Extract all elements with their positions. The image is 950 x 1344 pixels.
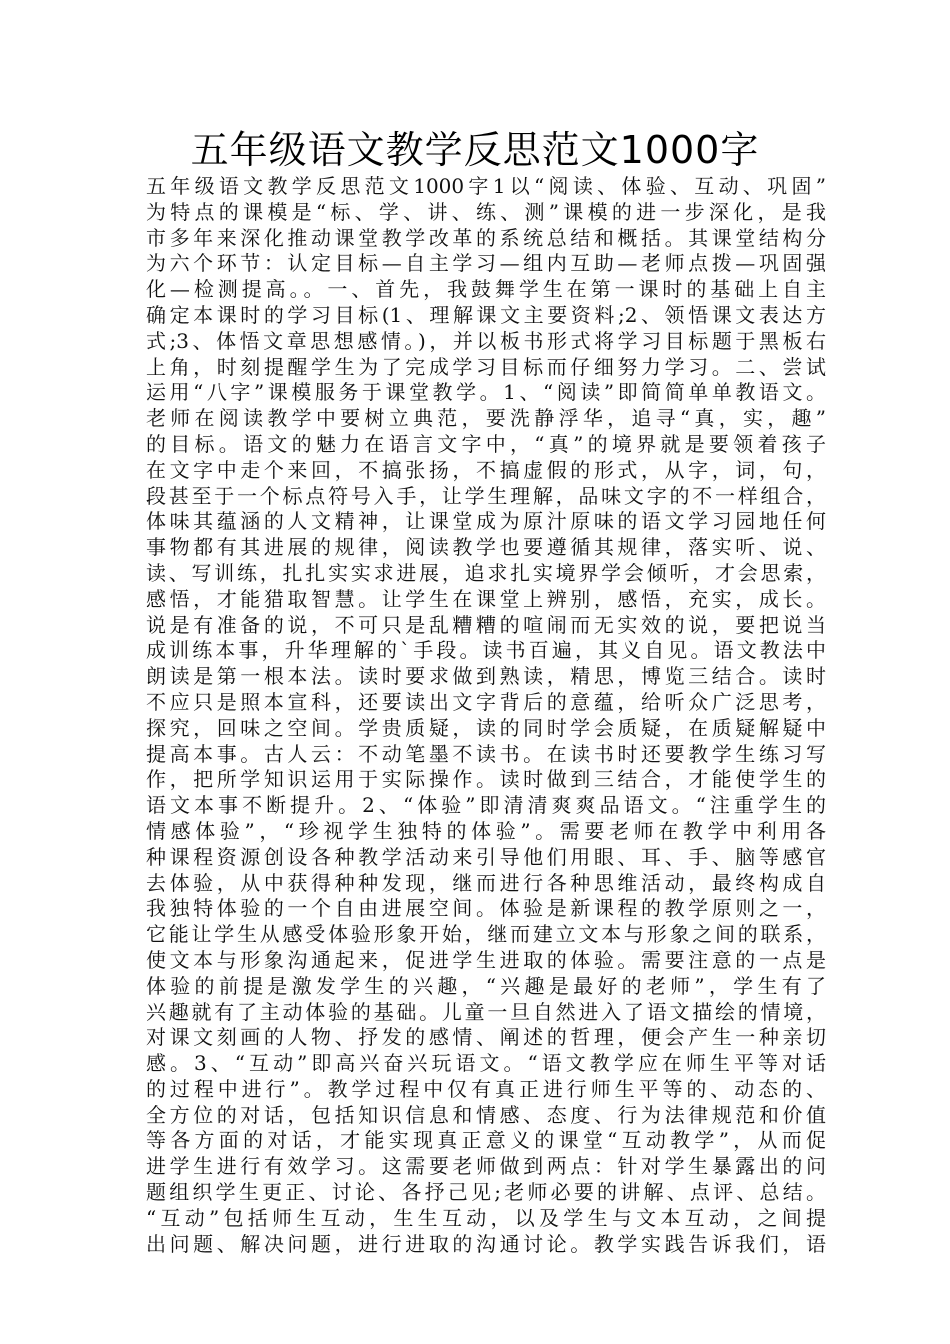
paragraph-line: 体验的前提是激发学生的兴趣，“兴趣是最好的老师”，学生有了 (146, 973, 826, 998)
paragraph-line: 读、写训练，扎扎实实求进展，追求扎实境界学会倾听，才会思索， (146, 560, 826, 585)
paragraph-line: 五年级语文教学反思范文1000字1以“阅读、体验、互动、巩固” (146, 174, 826, 198)
paragraph-line: 我独特体验的一个自由进展空间。体验是新课程的教学原则之一， (146, 896, 826, 921)
paragraph-line: 不应只是照本宣科，还要读出文字背后的意蕴，给听众广泛思考， (146, 689, 826, 714)
paragraph-line: 朗读是第一根本法。读时要求做到熟读，精思，博览三结合。读时 (146, 664, 826, 689)
paragraph-line: 说是有准备的说，不可只是乱糟糟的喧闹而无实效的说，要把说当 (146, 612, 826, 637)
paragraph-line: 段甚至于一个标点符号入手，让学生理解，品味文字的不一样组合， (146, 483, 826, 508)
paragraph-line: 感悟，才能猎取智慧。让学生在课堂上辨别，感悟，充实，成长。 (146, 586, 826, 611)
paragraph-line: 去体验，从中获得种种发现，继而进行各种思维活动，最终构成自 (146, 870, 826, 895)
paragraph-line: 出问题、解决问题，进行进取的沟通讨论。教学实践告诉我们，语 (146, 1231, 826, 1256)
paragraph-line: 为六个环节：认定目标—自主学习—组内互助—老师点拨—巩固强 (146, 251, 826, 276)
paragraph-line: 为特点的课模是“标、学、讲、练、测”课模的进一步深化，是我 (146, 199, 826, 224)
paragraph-line: 语文本事不断提升。2、“体验”即清清爽爽品语文。“注重学生的 (146, 793, 826, 818)
paragraph-line: 题组织学生更正、讨论、各抒己见;老师必要的讲解、点评、总结。 (146, 1180, 826, 1205)
document-title: 五年级语文教学反思范文1000字 (190, 128, 760, 172)
document-body (146, 174, 826, 1257)
paragraph-line: 全方位的对话，包括知识信息和情感、态度、行为法律规范和价值 (146, 1102, 826, 1127)
paragraph-line: 它能让学生从感受体验形象开始，继而建立文本与形象之间的联系， (146, 922, 826, 947)
paragraph-line: 探究，回味之空间。学贵质疑，读的同时学会质疑，在质疑解疑中 (146, 715, 826, 740)
paragraph-line: 种课程资源创设各种教学活动来引导他们用眼、耳、手、脑等感官 (146, 844, 826, 869)
paragraph-line: 对课文刻画的人物、抒发的感情、阐述的哲理，便会产生一种亲切 (146, 1025, 826, 1050)
paragraph-line: 感。3、“互动”即高兴奋兴玩语文。“语文教学应在师生平等对话 (146, 1051, 826, 1076)
paragraph-line: 的目标。语文的魅力在语言文字中，“真”的境界就是要领着孩子 (146, 431, 826, 456)
paragraph-line: 进学生进行有效学习。这需要老师做到两点：针对学生暴露出的问 (146, 1154, 826, 1179)
paragraph-line: 使文本与形象沟通起来，促进学生进取的体验。需要注意的一点是 (146, 947, 826, 972)
paragraph-line: 兴趣就有了主动体验的基础。儿童一旦自然进入了语文描绘的情境， (146, 999, 826, 1024)
paragraph-line: “互动”包括师生互动，生生互动，以及学生与文本互动，之间提 (146, 1205, 826, 1230)
paragraph-line: 运用“八字”课模服务于课堂教学。1、“阅读”即简简单单教语文。 (146, 380, 826, 405)
paragraph-line: 体味其蕴涵的人文精神，让课堂成为原汁原味的语文学习园地任何 (146, 509, 826, 534)
paragraph-line: 成训练本事，升华理解的`手段。读书百遍，其义自见。语文教法中 (146, 638, 826, 663)
paragraph-line: 上角，时刻提醒学生为了完成学习目标而仔细努力学习。二、尝试 (146, 354, 826, 379)
paragraph-line: 老师在阅读教学中要树立典范，要洗静浮华，追寻“真，实，趣” (146, 406, 826, 431)
paragraph-line: 情感体验”，“珍视学生独特的体验”。需要老师在教学中利用各 (146, 818, 826, 843)
paragraph-line: 作，把所学知识运用于实际操作。读时做到三结合，才能使学生的 (146, 767, 826, 792)
paragraph-line: 等各方面的对话，才能实现真正意义的课堂“互动教学”，从而促 (146, 1128, 826, 1153)
paragraph-line: 化—检测提高。。一、首先，我鼓舞学生在第一课时的基础上自主 (146, 277, 826, 302)
paragraph-line: 确定本课时的学习目标(1、理解课文主要资料;2、领悟课文表达方 (146, 302, 826, 327)
paragraph-line: 式;3、体悟文章思想感情。)，并以板书形式将学习目标题于黑板右 (146, 328, 826, 353)
paragraph-line: 事物都有其进展的规律，阅读教学也要遵循其规律，落实听、说、 (146, 535, 826, 560)
paragraph-line: 的过程中进行”。教学过程中仅有真正进行师生平等的、动态的、 (146, 1076, 826, 1101)
paragraph-line: 在文字中走个来回，不搞张扬，不搞虚假的形式，从字，词，句， (146, 457, 826, 482)
paragraph-line: 市多年来深化推动课堂教学改革的系统总结和概括。其课堂结构分 (146, 225, 826, 250)
paragraph-line: 提高本事。古人云：不动笔墨不读书。在读书时还要教学生练习写 (146, 741, 826, 766)
